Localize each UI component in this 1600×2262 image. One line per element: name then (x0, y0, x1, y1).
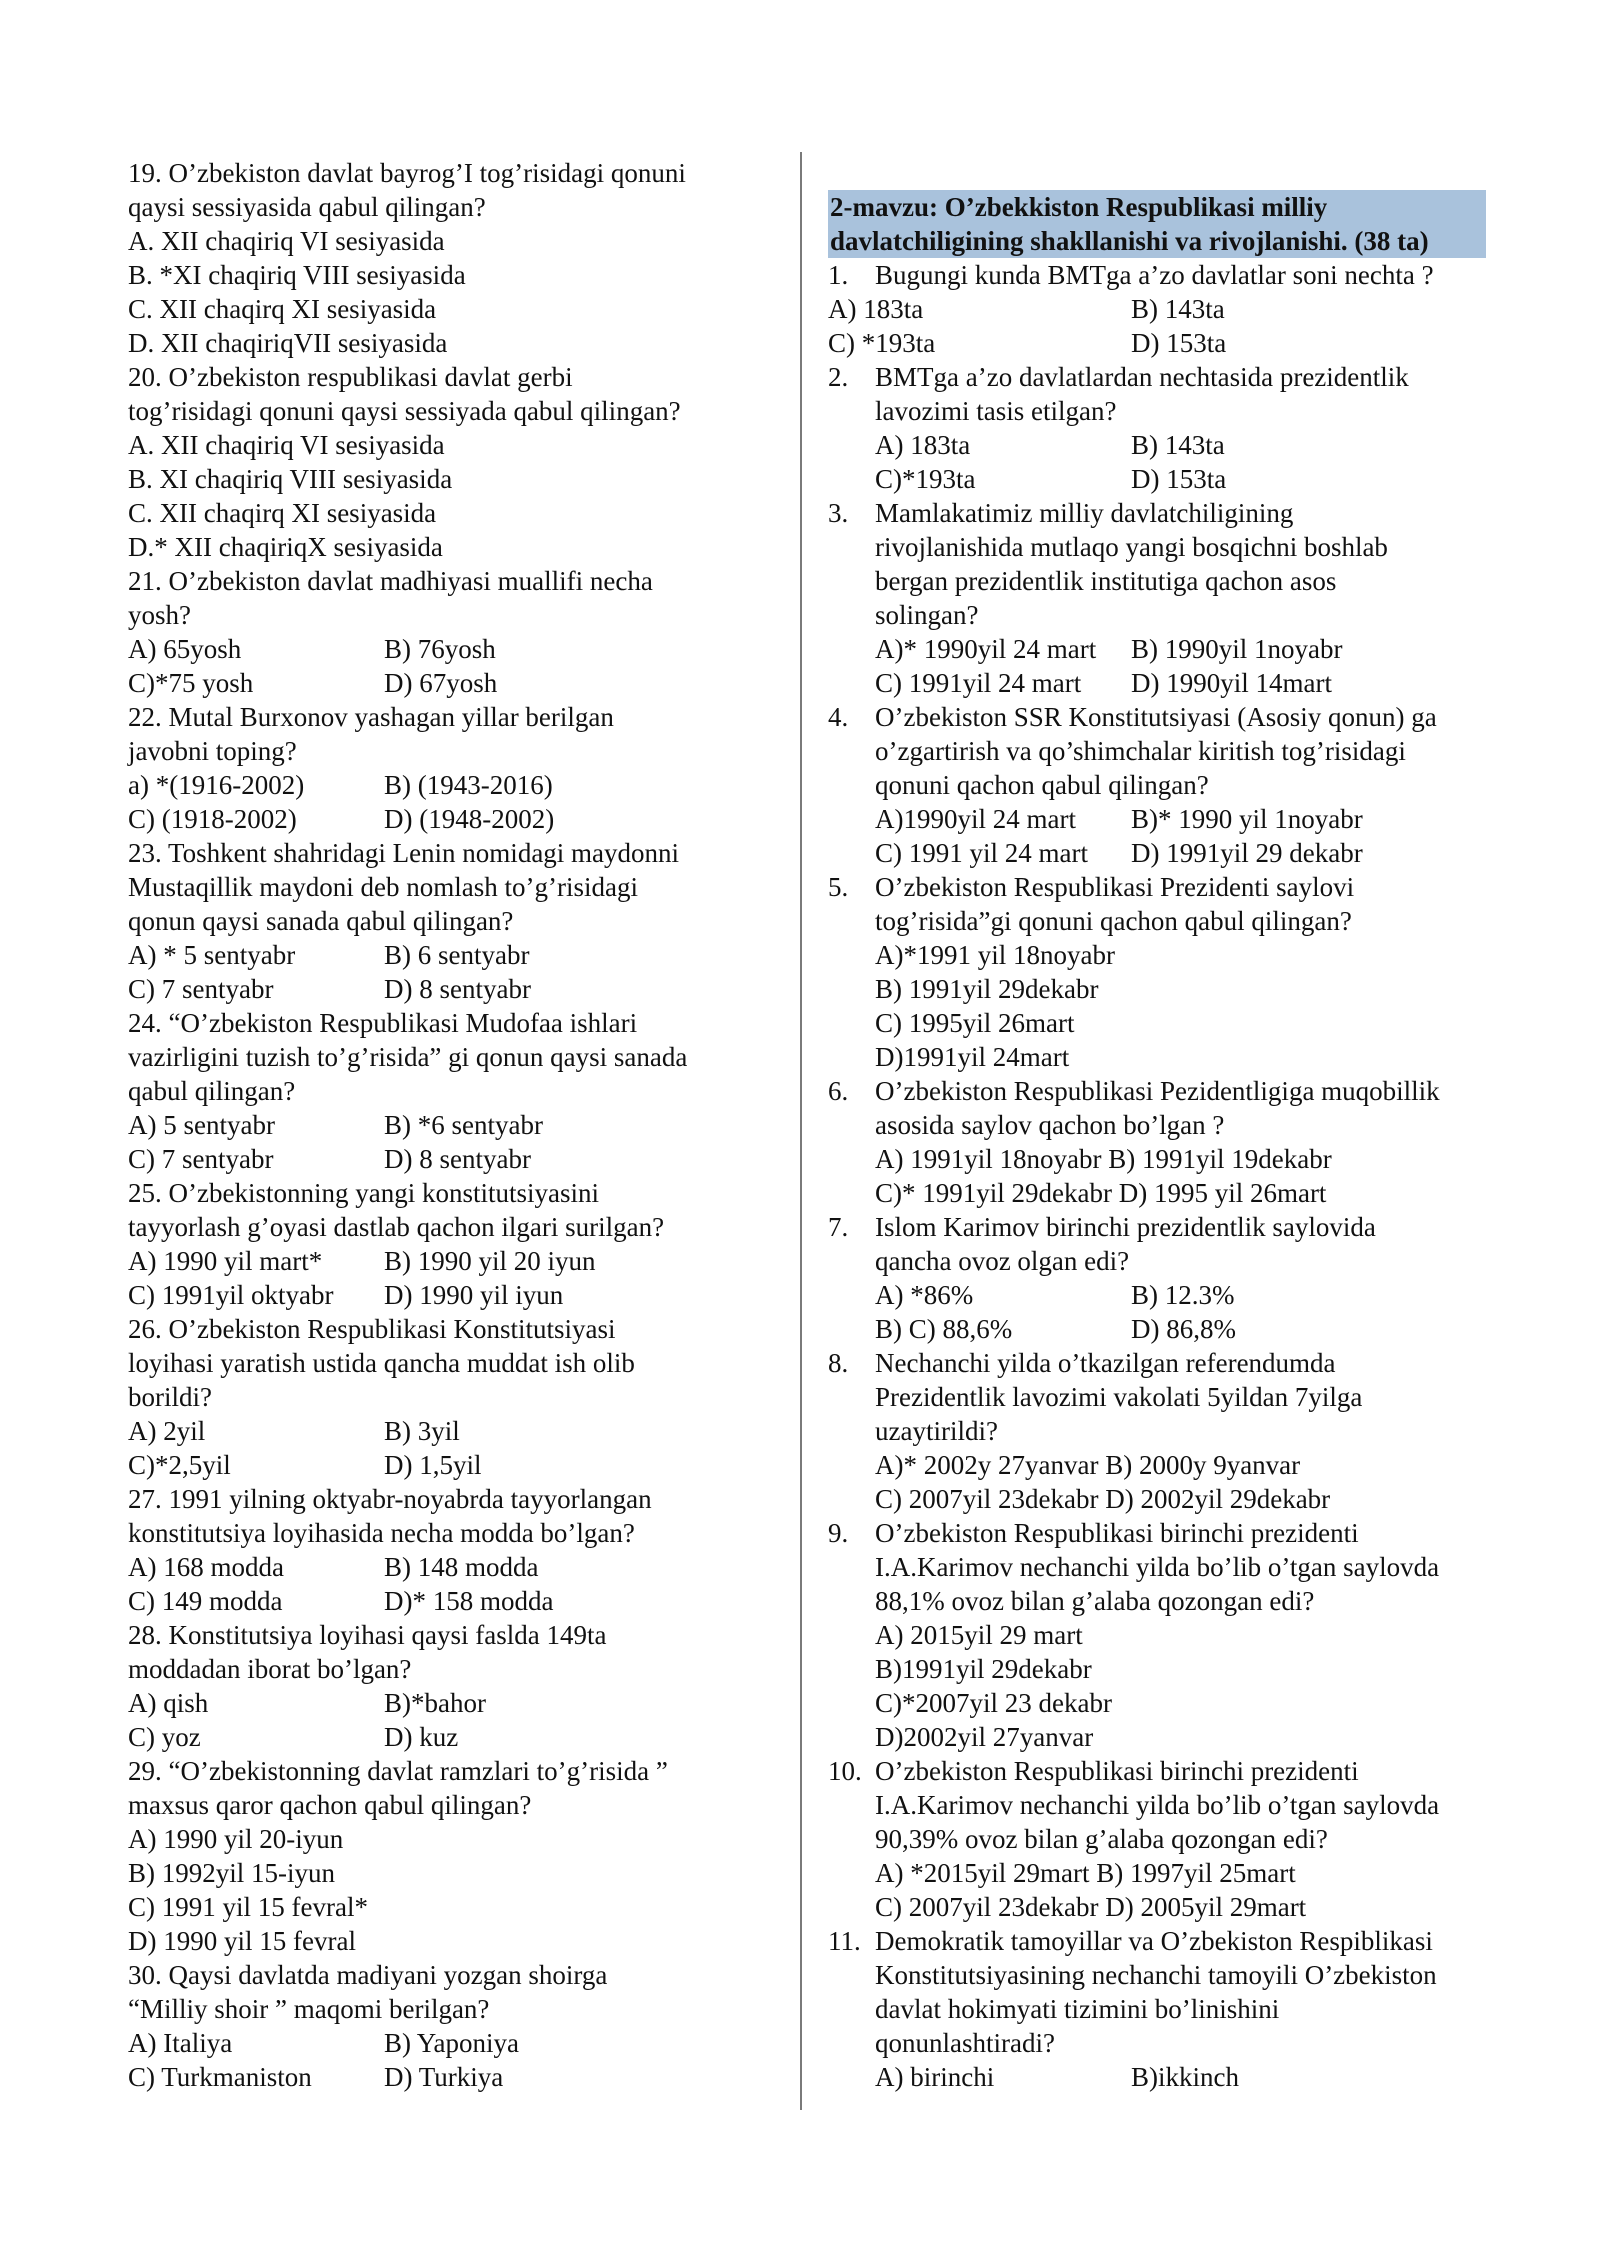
answer-option: C) 7 sentyabr (128, 1144, 274, 1174)
question-body (875, 700, 1508, 870)
answer-option: B) 76yosh (384, 634, 496, 664)
right-column (828, 156, 1508, 2094)
question-body (875, 1210, 1508, 1346)
answer-option: C) 1991 yil 24 mart (875, 838, 1088, 868)
question-body (875, 496, 1508, 700)
question-text: 25. O’zbekistonning yangi konstitutsiyasini (128, 1178, 599, 1208)
question-text: qabul qilingan? (128, 1076, 296, 1106)
question-text: asosida saylov qachon bo’lgan ? (875, 1110, 1225, 1140)
answer-row (828, 326, 1508, 360)
answer-option: C) 1995yil 26mart (875, 1008, 1075, 1038)
answer-option: B) 3yil (384, 1416, 460, 1446)
answer-option: A) 1990 yil 20-iyun (128, 1824, 344, 1854)
question-text: Prezidentlik lavozimi vakolati 5yildan 7yilga (875, 1382, 1363, 1412)
question-text: qonun qaysi sanada qabul qilingan? (128, 906, 514, 936)
question-text: qonuni qachon qabul qilingan? (875, 770, 1209, 800)
question-number: 11. (828, 1926, 861, 1956)
heading-line: 2-mavzu: O’zbekkiston Respublikasi milliy (830, 192, 1328, 222)
question-block (828, 700, 1508, 870)
question-number: 9. (828, 1518, 849, 1548)
answer-option: B)* 1990 yil 1noyabr (1131, 804, 1363, 834)
question-text: O’zbekiston SSR Konstitutsiyasi (Asosiy qonun) ga (875, 702, 1437, 732)
question-block (128, 1312, 768, 1482)
question-text: 19. O’zbekiston davlat bayrog’I tog’risidagi qonuni (128, 158, 686, 188)
question-block (128, 700, 768, 836)
answer-option: D.* XII chaqiriqX sesiyasida (128, 532, 443, 562)
question-block (128, 1482, 768, 1618)
answer-option: B) 1991yil 29dekabr (875, 974, 1099, 1004)
answer-option: A) 5 sentyabr (128, 1110, 275, 1140)
answer-option: C)*2007yil 23 dekabr (875, 1688, 1112, 1718)
question-text: uzaytirildi? (875, 1416, 998, 1446)
answer-option: C. XII chaqirq XI sesiyasida (128, 294, 437, 324)
answer-row (128, 1686, 768, 1720)
answer-option: B) 143ta (1131, 430, 1225, 460)
question-number: 2. (828, 362, 849, 392)
question-block (128, 1958, 768, 2094)
answer-option: B) (1943-2016) (384, 770, 553, 800)
question-number: 5. (828, 872, 849, 902)
question-number: 3. (828, 498, 849, 528)
question-text: rivojlanishida mutlaqo yangi bosqichni boshlab (875, 532, 1388, 562)
question-text: O’zbekiston Respublikasi birinchi prezidenti (875, 1756, 1359, 1786)
answer-row (875, 2060, 1508, 2094)
answer-option: B) 1990 yil 20 iyun (384, 1246, 596, 1276)
answer-option: A) birinchi (875, 2062, 995, 2092)
question-text: loyihasi yaratish ustida qancha muddat ish olib (128, 1348, 635, 1378)
answer-row (128, 1414, 768, 1448)
answer-row (875, 1312, 1508, 1346)
answer-option: C) Turkmaniston (128, 2062, 312, 2092)
question-body (875, 1074, 1508, 1210)
answer-option: B) *6 sentyabr (384, 1110, 543, 1140)
question-text: tog’risida”gi qonuni qachon qabul qilingan? (875, 906, 1352, 936)
answer-option: A) *2015yil 29mart B) 1997yil 25mart (875, 1858, 1296, 1888)
answer-row (875, 802, 1508, 836)
answer-option: C)*2,5yil (128, 1450, 231, 1480)
question-text: Islom Karimov birinchi prezidentlik saylovida (875, 1212, 1376, 1242)
question-text: davlat hokimyati tizimini bo’linishini (875, 1994, 1280, 2024)
question-block (128, 1618, 768, 1754)
question-block (828, 1210, 1508, 1346)
question-text: I.A.Karimov nechanchi yilda bo’lib o’tgan saylovda (875, 1552, 1440, 1582)
answer-option: A. XII chaqiriq VI sesiyasida (128, 226, 445, 256)
answer-option: A)*1991 yil 18noyabr (875, 940, 1115, 970)
answer-row (875, 836, 1508, 870)
question-text: 29. “O’zbekistonning davlat ramzlari to’g’risida ” (128, 1756, 668, 1786)
answer-row (128, 632, 768, 666)
question-block (128, 1176, 768, 1312)
answer-option: D) 8 sentyabr (384, 974, 531, 1004)
question-body (875, 1346, 1508, 1516)
question-text: Konstitutsiyasining nechanchi tamoyili O’zbekiston (875, 1960, 1437, 1990)
question-text: 27. 1991 yilning oktyabr-noyabrda tayyorlangan (128, 1484, 652, 1514)
question-text: 90,39% ovoz bilan g’alaba qozongan edi? (875, 1824, 1328, 1854)
question-number: 10. (828, 1756, 862, 1786)
question-text: 21. O’zbekiston davlat madhiyasi muallifi necha (128, 566, 653, 596)
answer-option: B) 1990yil 1noyabr (1131, 634, 1343, 664)
question-body (875, 360, 1508, 496)
question-text: Demokratik tamoyillar va O’zbekiston Respiblikasi (875, 1926, 1433, 1956)
answer-option: A)1990yil 24 mart (875, 804, 1076, 834)
answer-row (128, 768, 768, 802)
answer-option: A)* 1990yil 24 mart (875, 634, 1097, 664)
answer-option: A) 2yil (128, 1416, 206, 1446)
answer-option: B) C) 88,6% (875, 1314, 1013, 1344)
question-text: Mustaqillik maydoni deb nomlash to’g’risidagi (128, 872, 638, 902)
question-text: vazirligini tuzish to’g’risida” gi qonun qaysi sanada (128, 1042, 688, 1072)
answer-option: D) 153ta (1131, 328, 1227, 358)
question-text: Bugungi kunda BMTga a’zo davlatlar soni nechta ? (875, 260, 1434, 290)
answer-option: C) 1991 yil 15 fevral* (128, 1892, 368, 1922)
column-divider (800, 152, 802, 2110)
answer-row (128, 1278, 768, 1312)
question-body (875, 1924, 1508, 2094)
answer-option: D) 1990 yil iyun (384, 1280, 564, 1310)
question-text: o’zgartirish va qo’shimchalar kiritish tog’risidagi (875, 736, 1406, 766)
question-block (828, 360, 1508, 496)
left-column (128, 156, 768, 2094)
answer-option: D) 1,5yil (384, 1450, 482, 1480)
answer-option: A) 2015yil 29 mart (875, 1620, 1083, 1650)
answer-option: B) 1992yil 15-iyun (128, 1858, 335, 1888)
answer-option: A. XII chaqiriq VI sesiyasida (128, 430, 445, 460)
answer-option: A) 183ta (828, 294, 924, 324)
question-body (875, 870, 1508, 1074)
question-number: 6. (828, 1076, 849, 1106)
question-block (828, 1346, 1508, 1516)
question-block (828, 1516, 1508, 1754)
answer-option: B)*bahor (384, 1688, 486, 1718)
question-text: O’zbekiston Respublikasi Prezidenti saylovi (875, 872, 1355, 902)
question-text: 26. O’zbekiston Respublikasi Konstitutsiyasi (128, 1314, 616, 1344)
question-text: bergan prezidentlik institutiga qachon asos (875, 566, 1337, 596)
answer-option: C) 149 modda (128, 1586, 283, 1616)
answer-option: B. XI chaqiriq VIII sesiyasida (128, 464, 453, 494)
question-block (128, 1006, 768, 1176)
question-text: 23. Toshkent shahridagi Lenin nomidagi maydonni (128, 838, 680, 868)
question-text: 20. O’zbekiston respublikasi davlat gerbi (128, 362, 573, 392)
answer-option: C) 1991yil oktyabr (128, 1280, 334, 1310)
question-text: javobni toping? (128, 736, 297, 766)
question-body (875, 1754, 1508, 1924)
answer-option: D) 1991yil 29 dekabr (1131, 838, 1363, 868)
question-text: tayyorlash g’oyasi dastlab qachon ilgari surilgan? (128, 1212, 665, 1242)
answer-option: A) * 5 sentyabr (128, 940, 296, 970)
answer-option: D) 1990 yil 15 fevral (128, 1926, 356, 1956)
question-text: 30. Qaysi davlatda madiyani yozgan shoirga (128, 1960, 608, 1990)
answer-option: C) 1991yil 24 mart (875, 668, 1082, 698)
question-block (828, 870, 1508, 1074)
question-block (128, 1754, 768, 1958)
answer-option: A) Italiya (128, 2028, 233, 2058)
answer-option: C) yoz (128, 1722, 201, 1752)
answer-row (128, 2060, 768, 2094)
question-block (828, 1924, 1508, 2094)
answer-option: D) (1948-2002) (384, 804, 555, 834)
section-heading (828, 190, 1486, 258)
question-text: maxsus qaror qachon qabul qilingan? (128, 1790, 532, 1820)
answer-option: D) Turkiya (384, 2062, 504, 2092)
answer-option: D) 67yosh (384, 668, 498, 698)
question-block (828, 496, 1508, 700)
question-text: 22. Mutal Burxonov yashagan yillar berilgan (128, 702, 614, 732)
answer-option: A) 1990 yil mart* (128, 1246, 323, 1276)
answer-row (128, 1142, 768, 1176)
answer-option: B)1991yil 29dekabr (875, 1654, 1092, 1684)
question-number: 1. (828, 260, 849, 290)
answer-option: B) 143ta (1131, 294, 1225, 324)
answer-row (128, 1108, 768, 1142)
question-text: konstitutsiya loyihasida necha modda bo’lgan? (128, 1518, 635, 1548)
question-text: 28. Konstitutsiya loyihasi qaysi faslda 149ta (128, 1620, 607, 1650)
answer-option: a) *(1916-2002) (128, 770, 305, 800)
question-number: 4. (828, 702, 849, 732)
question-block (128, 156, 768, 360)
question-text: qaysi sessiyasida qabul qilingan? (128, 192, 486, 222)
answer-option: C) 2007yil 23dekabr D) 2002yil 29dekabr (875, 1484, 1331, 1514)
heading-line: davlatchiligining shakllanishi va rivojlanishi. (38 ta) (830, 226, 1429, 256)
question-block (828, 1754, 1508, 1924)
answer-option: B) 148 modda (384, 1552, 539, 1582)
question-text: Mamlakatimiz milliy davlatchiligining (875, 498, 1294, 528)
question-body (875, 258, 1508, 292)
question-text: BMTga a’zo davlatlardan nechtasida prezidentlik (875, 362, 1409, 392)
question-text: tog’risidagi qonuni qaysi sessiyada qabul qilingan? (128, 396, 681, 426)
answer-option: C)*193ta (875, 464, 976, 494)
answer-option: A) 1991yil 18noyabr B) 1991yil 19dekabr (875, 1144, 1332, 1174)
question-text: Nechanchi yilda o’tkazilgan referendumda (875, 1348, 1336, 1378)
answer-row (875, 428, 1508, 462)
answer-option: D) kuz (384, 1722, 459, 1752)
answer-row (828, 292, 1508, 326)
answer-option: C) (1918-2002) (128, 804, 297, 834)
question-text: qonunlashtiradi? (875, 2028, 1055, 2058)
answer-option: D) 153ta (1131, 464, 1227, 494)
answer-option: C) *193ta (828, 328, 936, 358)
answer-option: A) 168 modda (128, 1552, 284, 1582)
question-text: qancha ovoz olgan edi? (875, 1246, 1130, 1276)
answer-option: D) 1990yil 14mart (1131, 668, 1332, 698)
question-text: I.A.Karimov nechanchi yilda bo’lib o’tgan saylovda (875, 1790, 1440, 1820)
answer-option: A) qish (128, 1688, 209, 1718)
answer-row (128, 802, 768, 836)
question-number: 8. (828, 1348, 849, 1378)
answer-option: D)* 158 modda (384, 1586, 554, 1616)
question-text: O’zbekiston Respublikasi Pezidentligiga muqobillik (875, 1076, 1440, 1106)
question-text: 24. “O’zbekiston Respublikasi Mudofaa ishlari (128, 1008, 638, 1038)
question-block (128, 360, 768, 564)
answer-option: C)*75 yosh (128, 668, 254, 698)
question-text: borildi? (128, 1382, 212, 1412)
answer-option: C) 2007yil 23dekabr D) 2005yil 29mart (875, 1892, 1307, 1922)
answer-option: C. XII chaqirq XI sesiyasida (128, 498, 437, 528)
question-text: 88,1% ovoz bilan g’alaba qozongan edi? (875, 1586, 1315, 1616)
answer-row (875, 462, 1508, 496)
answer-option: D. XII chaqiriqVII sesiyasida (128, 328, 448, 358)
answer-row (875, 1278, 1508, 1312)
answer-option: B) Yaponiya (384, 2028, 520, 2058)
answer-option: B) 12.3% (1131, 1280, 1235, 1310)
answer-option: B)ikkinch (1131, 2062, 1239, 2092)
answer-option: A)* 2002y 27yanvar B) 2000y 9yanvar (875, 1450, 1301, 1480)
answer-option: B) 6 sentyabr (384, 940, 530, 970)
answer-option: A) *86% (875, 1280, 974, 1310)
answer-option: D)2002yil 27yanvar (875, 1722, 1094, 1752)
question-text: “Milliy shoir ” maqomi berilgan? (128, 1994, 490, 2024)
question-block (128, 564, 768, 700)
question-number: 7. (828, 1212, 849, 1242)
answer-option: D)1991yil 24mart (875, 1042, 1070, 1072)
answer-option: A) 183ta (875, 430, 971, 460)
answer-option: D) 8 sentyabr (384, 1144, 531, 1174)
answer-row (128, 1720, 768, 1754)
answer-row (128, 1244, 768, 1278)
answer-option: D) 86,8% (1131, 1314, 1236, 1344)
answer-row (875, 632, 1508, 666)
answer-row (875, 666, 1508, 700)
answer-option: B. *XI chaqiriq VIII sesiyasida (128, 260, 466, 290)
answer-row (128, 1550, 768, 1584)
question-block (828, 1074, 1508, 1210)
answer-row (128, 2026, 768, 2060)
answer-row (128, 972, 768, 1006)
answer-option: A) 65yosh (128, 634, 242, 664)
answer-row (128, 1584, 768, 1618)
answer-row (128, 666, 768, 700)
answer-row (128, 1448, 768, 1482)
question-text: lavozimi tasis etilgan? (875, 396, 1117, 426)
question-block (828, 258, 1508, 292)
question-text: yosh? (128, 600, 191, 630)
question-text: O’zbekiston Respublikasi birinchi prezidenti (875, 1518, 1359, 1548)
answer-option: C)* 1991yil 29dekabr D) 1995 yil 26mart (875, 1178, 1327, 1208)
answer-row (128, 938, 768, 972)
question-block (128, 836, 768, 1006)
question-body (875, 1516, 1508, 1754)
answer-option: C) 7 sentyabr (128, 974, 274, 1004)
question-text: solingan? (875, 600, 979, 630)
question-text: moddadan iborat bo’lgan? (128, 1654, 412, 1684)
